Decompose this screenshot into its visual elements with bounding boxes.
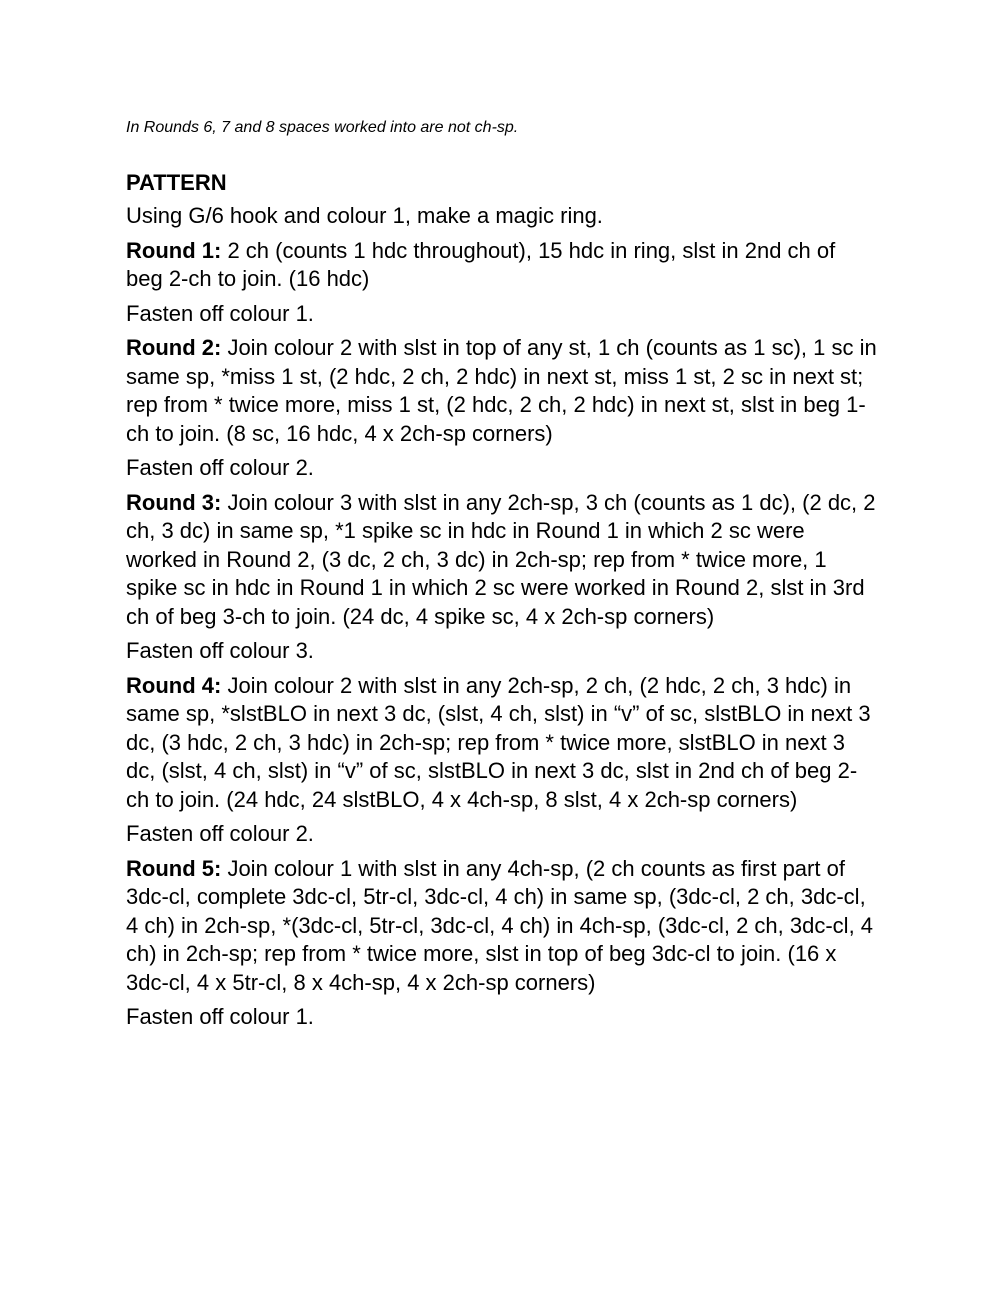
fasten-off-note (126, 454, 878, 483)
round-5-instructions (126, 855, 878, 998)
round-label: Round 4: (126, 672, 222, 698)
paragraph-text: Join colour 2 with slst in top of any st, 1 ch (counts as 1 sc), 1 sc in same sp, *miss 1 st, (2 hdc, 2 ch, 2 hdc) in next st, miss 1 st, 2 sc in next st; rep from * twice more, miss 1 st, (2 hdc, 2 ch, 2 hdc) in next st, slst in beg 1-ch to join. (8 sc, 16 hdc, 4 x 2ch-sp corners) (126, 335, 877, 446)
paragraph-text: Join colour 2 with slst in any 2ch-sp, 2 ch, (2 hdc, 2 ch, 3 hdc) in same sp, *slstBLO in next 3 dc, (slst, 4 ch, slst) in “v” of sc, slstBLO in next 3 dc, (3 hdc, 2 ch, 3 hdc) in 2ch-sp; rep from * twice more, slstBLO in next 3 dc, (slst, 4 ch, slst) in “v” of sc, slstBLO in next 3 dc, slst in 2nd ch of beg 2-ch to join. (24 hdc, 24 slstBLO, 4 x 4ch-sp, 8 slst, 4 x 2ch-sp corners) (126, 672, 871, 812)
fasten-off-note (126, 1003, 878, 1032)
fasten-off-note (126, 300, 878, 329)
paragraph-text: Fasten off colour 1. (126, 1004, 314, 1029)
paragraph-text: Fasten off colour 1. (126, 300, 314, 326)
round-label: Round 5: (126, 855, 222, 881)
paragraph-text: Fasten off colour 2. (126, 455, 314, 480)
pattern-note: In Rounds 6, 7 and 8 spaces worked into are not ch-sp. (126, 119, 519, 136)
paragraph-text: Join colour 3 with slst in any 2ch-sp, 3 ch (counts as 1 dc), (2 dc, 2 ch, 3 dc) in same sp, *1 spike sc in hdc in Round 1 in which 2 sc were worked in Round 2, (3 dc, 2 ch, 3 dc) in 2ch-sp; rep from * twice more, 1 spike sc in hdc in Round 1 in which 2 sc were worked in Round 2, slst in 3rd ch of beg 3-ch to join. (24 dc, 4 spike sc, 4 x 2ch-sp corners) (126, 489, 876, 629)
paragraph-text: Fasten off colour 3. (126, 638, 314, 663)
round-label: Round 1: (126, 237, 222, 263)
pattern-intro (126, 202, 878, 231)
pattern-body (126, 202, 878, 1038)
fasten-off-note (126, 820, 878, 849)
paragraph-text: Fasten off colour 2. (126, 821, 314, 846)
round-label: Round 3: (126, 489, 222, 515)
fasten-off-note (126, 637, 878, 666)
round-1-instructions (126, 237, 878, 294)
paragraph-text: 2 ch (counts 1 hdc throughout), 15 hdc in ring, slst in 2nd ch of beg 2-ch to join. (16 hdc) (126, 237, 836, 291)
paragraph-text: Join colour 1 with slst in any 4ch-sp, (2 ch counts as first part of 3dc-cl, complete 3dc-cl, 5tr-cl, 3dc-cl, 4 ch) in same sp, (3dc-cl, 2 ch, 3dc-cl, 4 ch) in 2ch-sp, *(3dc-cl, 5tr-cl, 3dc-cl, 4 ch) in 4ch-sp, (3dc-cl, 2 ch, 3dc-cl, 4 ch) in 2ch-sp; rep from * twice more, slst in top of beg 3dc-cl to join. (16 x 3dc-cl, 4 x 5tr-cl, 8 x 4ch-sp, 4 x 2ch-sp corners) (126, 855, 874, 995)
pattern-heading: PATTERN (126, 170, 227, 195)
round-3-instructions (126, 489, 878, 632)
round-label: Round 2: (126, 335, 222, 360)
round-4-instructions (126, 672, 878, 815)
round-2-instructions (126, 334, 878, 448)
paragraph-text: Using G/6 hook and colour 1, make a magic ring. (126, 203, 603, 228)
